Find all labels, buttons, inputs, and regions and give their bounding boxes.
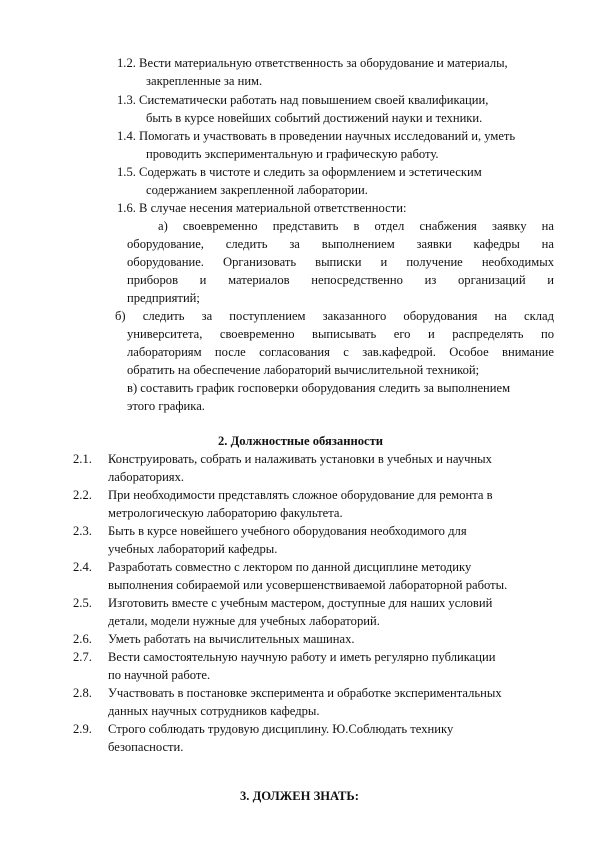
item-2-3-line-1: Быть в курсе новейшего учебного оборудования необходимого для bbox=[108, 524, 467, 538]
item-2-1-number: 2.1. bbox=[73, 452, 92, 466]
subitem-a-line-4: приборов и материалов непосредственно из организаций и bbox=[127, 273, 554, 287]
item-2-1-line-1: Конструировать, собрать и налаживать установки в учебных и научных bbox=[108, 452, 492, 466]
item-2-4-number: 2.4. bbox=[73, 560, 92, 574]
item-1-2-line-1: 1.2. Вести материальную ответственность за оборудование и материалы, bbox=[117, 56, 508, 70]
section-2-heading: 2. Должностные обязанности bbox=[218, 434, 384, 448]
section-3-heading: 3. ДОЛЖЕН ЗНАТЬ: bbox=[240, 789, 359, 803]
subitem-b-line-2: университета, своевременно выписывать его и распределять по bbox=[127, 327, 554, 341]
item-2-4-line-1: Разработать совместно с лектором по данной дисциплине методику bbox=[108, 560, 472, 574]
subitem-a-line-3: оборудование. Организовать выписки и получение необходимых bbox=[127, 255, 554, 269]
item-2-9-number: 2.9. bbox=[73, 722, 92, 736]
item-2-8-line-2: данных научных сотрудников кафедры. bbox=[108, 704, 320, 718]
item-2-7-line-1: Вести самостоятельную научную работу и иметь регулярно публикации bbox=[108, 650, 496, 664]
subitem-a-line-1: а) своевременно представить в отдел снабжения заявку на bbox=[158, 219, 554, 233]
item-2-5-line-1: Изготовить вместе с учебным мастером, доступные для наших условий bbox=[108, 596, 493, 610]
subitem-b-line-4: обратить на обеспечение лабораторий вычислительной техникой; bbox=[127, 363, 480, 377]
item-1-2-line-2: закрепленные за ним. bbox=[146, 74, 263, 88]
item-2-8-line-1: Участвовать в постановке эксперимента и обработке экспериментальных bbox=[108, 686, 502, 700]
item-2-3-line-2: учебных лабораторий кафедры. bbox=[108, 542, 278, 556]
subitem-a-line-5: предприятий; bbox=[127, 291, 200, 305]
item-2-3-number: 2.3. bbox=[73, 524, 92, 538]
subitem-b-line-1: б) следить за поступлением заказанного оборудования на склад bbox=[115, 309, 554, 323]
item-2-6-number: 2.6. bbox=[73, 632, 92, 646]
item-2-2-line-2: метрологическую лабораторию факультета. bbox=[108, 506, 343, 520]
item-2-8-number: 2.8. bbox=[73, 686, 92, 700]
item-1-6-line-1: 1.6. В случае несения материальной ответственности: bbox=[117, 201, 407, 215]
item-1-4-line-1: 1.4. Помогать и участвовать в проведении научных исследований и, уметь bbox=[117, 129, 516, 143]
item-1-3-line-2: быть в курсе новейших событий достижений науки и техники. bbox=[146, 111, 483, 125]
item-2-5-number: 2.5. bbox=[73, 596, 92, 610]
item-2-7-line-2: по научной работе. bbox=[108, 668, 211, 682]
item-1-5-line-2: содержанием закрепленной лаборатории. bbox=[146, 183, 368, 197]
subitem-v-line-2: этого графика. bbox=[127, 399, 205, 413]
subitem-b-line-3: лабораториям после согласования с зав.кафедрой. Особое внимание bbox=[127, 345, 554, 359]
item-2-7-number: 2.7. bbox=[73, 650, 92, 664]
item-1-5-line-1: 1.5. Содержать в чистоте и следить за оформлением и эстетическим bbox=[117, 165, 482, 179]
item-2-5-line-2: детали, модели нужные для учебных лабораторий. bbox=[108, 614, 380, 628]
item-2-1-line-2: лабораториях. bbox=[108, 470, 185, 484]
subitem-a-line-2: оборудование, следить за выполнением заявки кафедры на bbox=[127, 237, 554, 251]
item-2-2-line-1: При необходимости представлять сложное оборудование для ремонта в bbox=[108, 488, 493, 502]
item-1-3-line-1: 1.3. Систематически работать над повышением своей квалификации, bbox=[117, 93, 489, 107]
item-2-4-line-2: выполнения собираемой или усовершенствиваемой лабораторной работы. bbox=[108, 578, 508, 592]
item-2-9-line-2: безопасности. bbox=[108, 740, 184, 754]
item-2-9-line-1: Строго соблюдать трудовую дисциплину. Ю.Соблюдать технику bbox=[108, 722, 454, 736]
item-2-2-number: 2.2. bbox=[73, 488, 92, 502]
item-1-4-line-2: проводить экспериментальную и графическую работу. bbox=[146, 147, 439, 161]
item-2-6-line-1: Уметь работать на вычислительных машинах. bbox=[108, 632, 355, 646]
subitem-v-line-1: в) составить график госповерки оборудования следить за выполнением bbox=[127, 381, 511, 395]
